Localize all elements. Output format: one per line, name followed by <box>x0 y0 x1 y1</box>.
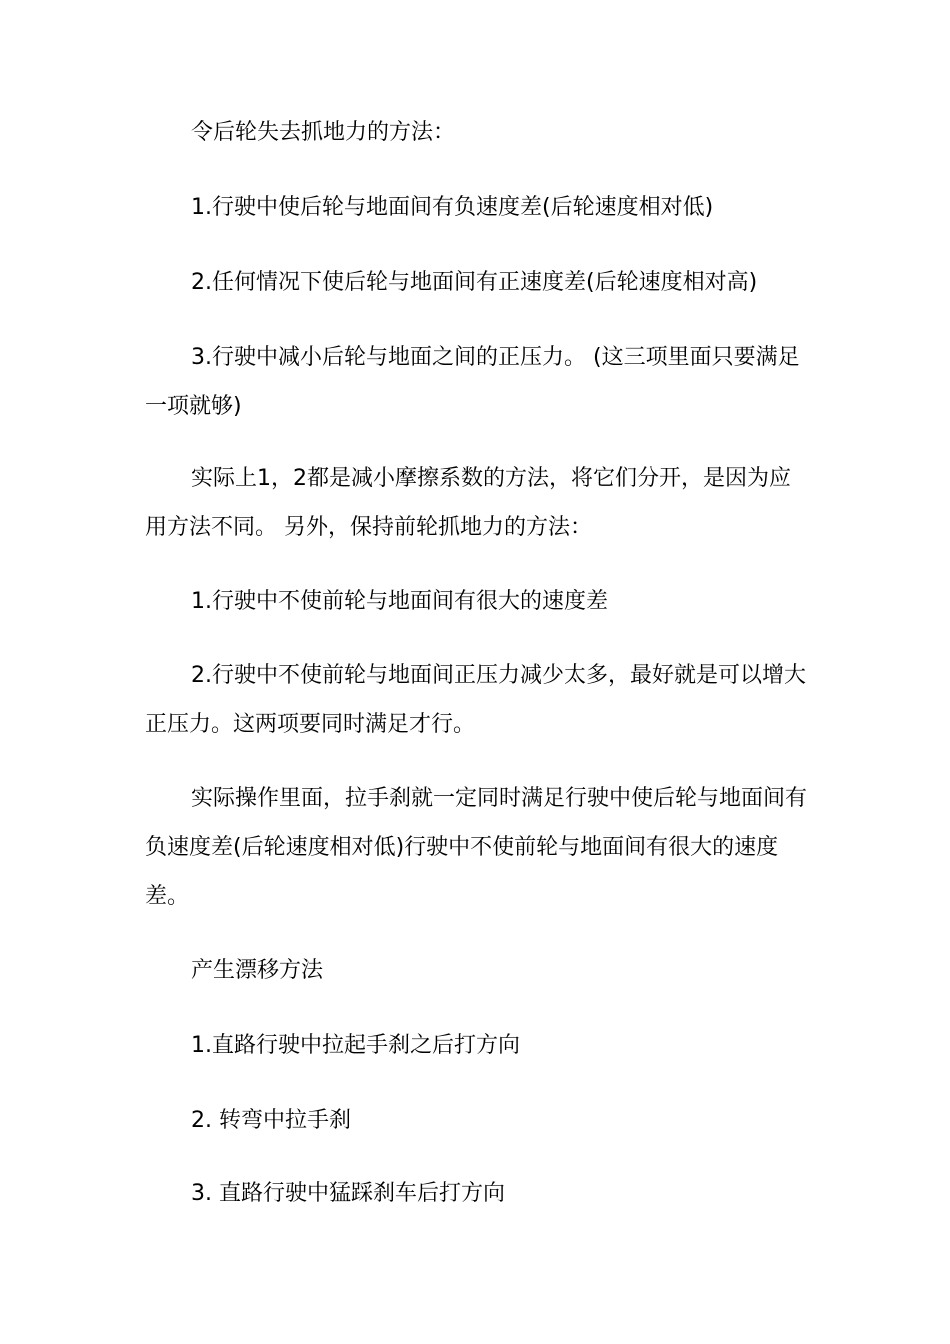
paragraph-7: 2.行驶中不使前轮与地面间正压力减少太多，最好就是可以增大正压力。这两项要同时满足才行。 <box>145 663 806 737</box>
paragraph-6: 1.行驶中不使前轮与地面间有很大的速度差 <box>191 589 608 614</box>
paragraph-8: 实际操作里面，拉手刹就一定同时满足行驶中使后轮与地面间有负速度差(后轮速度相对低)行驶中不使前轮与地面间有很大的速度差。 <box>145 786 808 909</box>
paragraph-11: 2. 转弯中拉手刹 <box>191 1108 351 1133</box>
paragraph-1: 令后轮失去抓地力的方法： <box>191 120 456 145</box>
paragraph-5: 实际上1，2都是减小摩擦系数的方法，将它们分开，是因为应用方法不同。 另外，保持前轮抓地力的方法： <box>145 466 791 540</box>
paragraph-9: 产生漂移方法 <box>191 958 324 983</box>
paragraph-10: 1.直路行驶中拉起手刹之后打方向 <box>191 1033 520 1058</box>
paragraph-3: 2.任何情况下使后轮与地面间有正速度差(后轮速度相对高) <box>191 270 758 295</box>
paragraph-4: 3.行驶中减小后轮与地面之间的正压力。 (这三项里面只要满足一项就够) <box>145 345 800 419</box>
paragraph-2: 1.行驶中使后轮与地面间有负速度差(后轮速度相对低) <box>191 195 714 220</box>
paragraph-12: 3. 直路行驶中猛踩刹车后打方向 <box>191 1181 505 1206</box>
